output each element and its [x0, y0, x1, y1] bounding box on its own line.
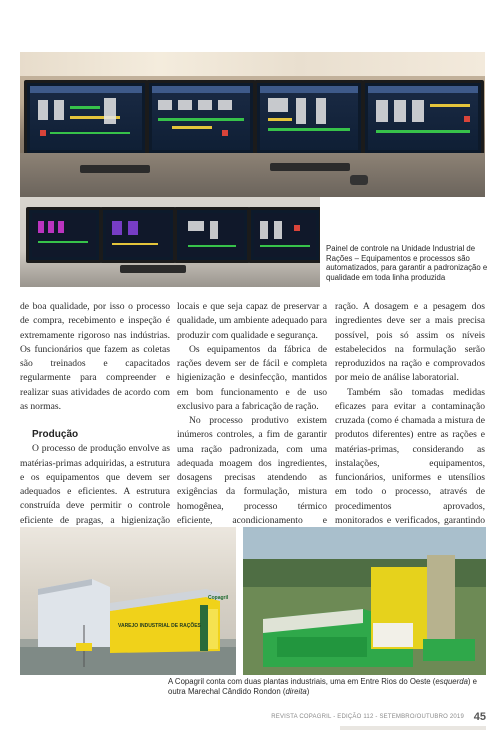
monitor-1 — [24, 80, 148, 156]
monitor-2 — [146, 80, 256, 156]
control-panel-photo — [20, 197, 320, 287]
panel-monitor-4 — [248, 207, 320, 263]
column-2-paragraph-3: No processo produtivo existem inúmeros controles, a fim de garantir uma ração padronizada, com uma adequada moagem dos ingredientes, dosagens precisas atendendo as exigências da formulação, mistura homogênea, processo térmico eficiente, acondicionamento e — [177, 415, 327, 526]
footer-rule — [340, 726, 486, 730]
control-room-photo — [20, 52, 485, 197]
caption-text-1: A Copagril conta com duas plantas industriais, uma em Entre Rios do Oeste ( — [168, 677, 436, 686]
bottom-photos-caption — [168, 677, 486, 696]
desk — [20, 153, 485, 197]
caption-text-2: ) e outra Marechal Cândido Rondon ( — [168, 677, 478, 696]
page-number: 45 — [473, 711, 486, 723]
column-1-paragraph-2: O processo de produção envolve as matérias-primas adquiridas, a estrutura e os equipamentos que devem ser adequados e eficientes. A estrutura construída deve permitir o controle eficiente de pragas, a higienização — [20, 443, 170, 526]
section-heading: Produção — [32, 429, 79, 440]
window-background — [20, 52, 485, 76]
industrial-plant-left-photo — [20, 527, 236, 675]
column-1-paragraph-1: de boa qualidade, por isso o processo de compra, recebimento e inspeção é extremamente rigoroso nas indústrias. Os funcionários que fazem as coletas são treinados e capacitados regularmente para compreender e realizar suas atividades de acordo com as normas. — [20, 301, 170, 412]
panel-monitor-3 — [174, 207, 250, 263]
column-3-paragraph-2-text: Também são tomadas medidas eficazes para evitar a contaminação cruzada (como é chamada a mistura de produtos diferentes) entre as rações e matérias-primas, considerando as instalações, equipamentos, funcionários, uniformes e utensílios em todo o processo, através de procedimentos aprovados, monitorados e verificados, garantindo — [335, 386, 485, 526]
caption-text-3: ) — [306, 686, 310, 696]
plant-right-illustration — [243, 527, 486, 675]
panel-monitor-2 — [100, 207, 176, 263]
article-column-2 — [177, 300, 327, 542]
industrial-plant-right-photo — [243, 527, 486, 675]
building-sign-text: VAREJO INDUSTRIAL DE RAÇÕES — [118, 623, 201, 629]
column-2-paragraph-1: locais e que seja capaz de preservar a qualidade, um ambiente adequado para produzir com qualidade e segurança. — [177, 301, 327, 341]
column-3-paragraph-2 — [335, 386, 485, 543]
keyboard — [120, 265, 186, 273]
building-logo-text: Copagril — [208, 595, 229, 601]
column-3-paragraph-1: ração. A dosagem e a pesagem dos ingredientes deve ser a mais precisa possível, pois só assim os níveis estabelecidos na formulação serão reproduzidos na ração e comprovados por meio de análise laboratorial. — [335, 301, 485, 384]
monitor-4 — [362, 80, 484, 156]
column-2-paragraph-2: Os equipamentos da fábrica de rações devem ser de fácil e completa higienização e desinfecção, mantidos em bom funcionamento e de uso exclusivo para a fabricação de ração. — [177, 343, 327, 412]
page-footer — [268, 712, 486, 724]
article-column-1 — [20, 300, 170, 542]
article-column-3 — [335, 300, 485, 542]
panel-monitor-1 — [26, 207, 102, 263]
caption-emphasis-right: direita — [285, 686, 307, 696]
monitor-3 — [254, 80, 364, 156]
caption-emphasis-left: esquerda — [435, 677, 468, 686]
plant-left-illustration — [20, 527, 236, 675]
footer-publication-text: REVISTA COPAGRIL - EDIÇÃO 112 - SETEMBRO/OUTUBRO 2019 — [271, 714, 464, 720]
top-photo-caption: Painel de controle na Unidade Industrial de Rações – Equipamentos e processos são automatizados, para garantir a padronização e qualidade em toda linha produzida — [326, 244, 488, 282]
